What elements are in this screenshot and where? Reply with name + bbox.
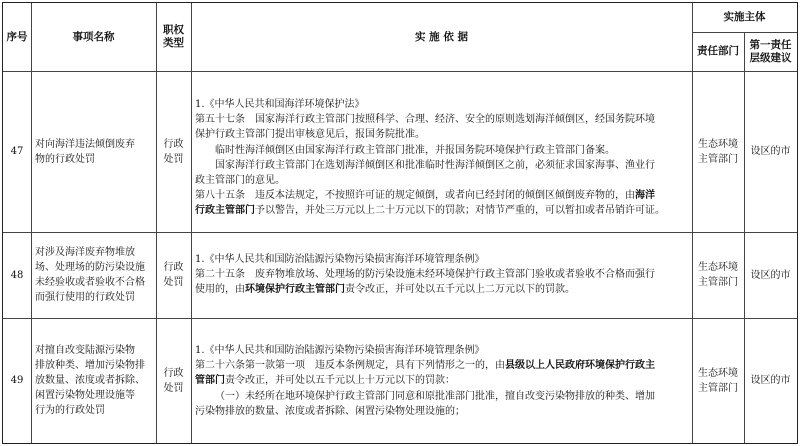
- row-49-dept-line: 主管部门: [698, 382, 738, 394]
- header-level-line1: 第一责任: [749, 38, 792, 51]
- row-49-dept-line: 生态环境: [698, 367, 738, 379]
- basis-law-title: 1.《中华人民共和国防治陆源污染物污染损害海洋环境管理条例》: [195, 254, 485, 265]
- header-seq: 序号: [6, 30, 28, 43]
- row-47-type: [156, 71, 191, 232]
- row-48-type: [156, 232, 191, 318]
- row-47-seq: 47: [10, 146, 24, 157]
- row-49-name: [31, 318, 156, 443]
- basis-bold-text: 行政主管部门: [195, 205, 255, 217]
- basis-law-title: 1.《中华人民共和国防治陆源污染物污染损害海洋环境管理条例》: [195, 345, 485, 356]
- header-type: [156, 3, 191, 71]
- basis-bold-text: 海洋: [635, 190, 655, 202]
- row-47-dept: [692, 71, 744, 232]
- row-47-name-line: 物的行政处罚: [35, 153, 95, 165]
- row-49-name-line: 对擅自改变陆源污染物: [35, 345, 135, 356]
- row-49-type-line: 处罚: [163, 382, 184, 394]
- row-47-name: [31, 71, 156, 232]
- row-48-name-line: 对涉及海洋废弃物堆放: [35, 247, 135, 258]
- basis-text: 责令改正，并可处以五千元以上二万元以下的罚款。: [345, 284, 575, 296]
- header-basis: 实 施 依 据: [415, 30, 468, 43]
- row-47-name-line: 对向海洋违法倾倒废弃: [35, 138, 135, 150]
- basis-text: 予以警告，并处三万元以上二十万元以下的罚款；对情节严重的，可以暂扣或者吊销许可证。: [255, 205, 665, 217]
- basis-line: [195, 358, 688, 373]
- basis-line: [195, 203, 688, 218]
- row-49-basis: [191, 318, 692, 443]
- row-48-name: [31, 232, 156, 318]
- basis-line: （一）未经所在地环境保护行政主管部门同意和原批准部门批准，擅自改变污染物排放的种类、增加: [215, 390, 655, 402]
- basis-text: 第二十六条第一款第一项 违反本条例规定，具有下列情形之一的，由: [195, 360, 505, 372]
- header-type-line1: 职权: [163, 24, 184, 36]
- basis-line: 保护行政主管部门提出审核意见后，报国务院批准。: [195, 129, 425, 141]
- row-48-type-line: 处罚: [163, 277, 184, 288]
- basis-bold-text: 环境保护行政主管部门: [245, 284, 345, 296]
- header-dept: 责任部门: [697, 45, 739, 57]
- row-49-dept: [692, 318, 744, 443]
- basis-text: 使用的，由: [195, 284, 245, 296]
- row-47-type-line: 处罚: [163, 153, 184, 165]
- row-48-seq: 48: [10, 269, 24, 281]
- row-48-dept-line: 主管部门: [698, 277, 738, 288]
- header-level-line2: 层级建议: [749, 51, 792, 64]
- row-48-level: 设区的市: [750, 269, 791, 281]
- row-47-dept-line: 主管部门: [698, 153, 738, 165]
- basis-line: 国家海洋行政主管部门在选划海洋倾倒区和批准临时性海洋倾倒区之前，必须征求国家海事、渔业行: [215, 159, 655, 171]
- row-47-basis: [191, 71, 692, 232]
- basis-text: 责令改正，并可处以五千元以上十万元以下的罚款：: [225, 375, 455, 387]
- row-47-dept-line: 生态环境: [698, 138, 738, 150]
- row-49-type: [156, 318, 191, 443]
- basis-bold-text: 管部门: [195, 375, 225, 387]
- row-48-name-line: 未经验收或者验收不合格: [35, 277, 145, 288]
- row-48-name-line: 场、处理场的防污染设施: [35, 262, 145, 273]
- header-subject: 实施主体: [723, 11, 766, 23]
- basis-line: [195, 188, 688, 203]
- row-47-level: 设区的市: [750, 146, 791, 157]
- row-48-dept: [692, 232, 744, 318]
- row-47-type-line: 行政: [163, 138, 184, 150]
- header-level: [744, 32, 797, 71]
- row-49-name-line: 闲置污染物处理设施等: [35, 390, 135, 401]
- row-48-type-line: 行政: [163, 262, 184, 273]
- basis-line: 污染物排放的数量、浓度或者拆除、闲置污染物处理设施的；: [195, 405, 465, 417]
- basis-line: 第二十五条 废弃物堆放场、处理场的防污染设施未经环境保护行政主管部门验收或者验收不合格而强行: [195, 269, 655, 281]
- row-49-level: 设区的市: [750, 375, 791, 386]
- regulation-table: [2, 2, 798, 444]
- basis-bold-text: 县级以上人民政府环境保护行政主: [505, 360, 655, 372]
- row-48-basis: [191, 232, 692, 318]
- basis-line: [195, 282, 688, 297]
- basis-text: 第八十五条 违反本法规定，不按照许可证的规定倾倒，或者向已经封闭的倾倒区倾倒废弃物的，由: [195, 190, 635, 202]
- row-49-type-line: 行政: [163, 367, 184, 379]
- header-name: 事项名称: [72, 30, 115, 43]
- row-49-name-line: 排放种类、增加污染物排: [35, 360, 145, 371]
- basis-line: 第五十七条 国家海洋行政主管部门按照科学、合理、经济、安全的原则选划海洋倾倒区，经国务院环境: [195, 114, 655, 126]
- row-49-name-line: 行为的行政处罚: [35, 405, 105, 416]
- row-49-seq: 49: [10, 375, 24, 386]
- row-48-name-line: 而强行使用的行政处罚: [35, 292, 135, 303]
- header-type-line2: 类型: [163, 37, 184, 49]
- basis-law-title: 1.《中华人民共和国海洋环境保护法》: [195, 99, 365, 110]
- row-49-name-line: 放数量、浓度或者拆除、: [35, 375, 145, 386]
- basis-line: [195, 373, 688, 388]
- basis-line: 政主管部门的意见。: [195, 175, 285, 187]
- row-48-dept-line: 生态环境: [698, 262, 738, 273]
- basis-line: 临时性海洋倾倒区由国家海洋行政主管部门批准，并报国务院环境保护行政主管部门备案。: [215, 144, 615, 156]
